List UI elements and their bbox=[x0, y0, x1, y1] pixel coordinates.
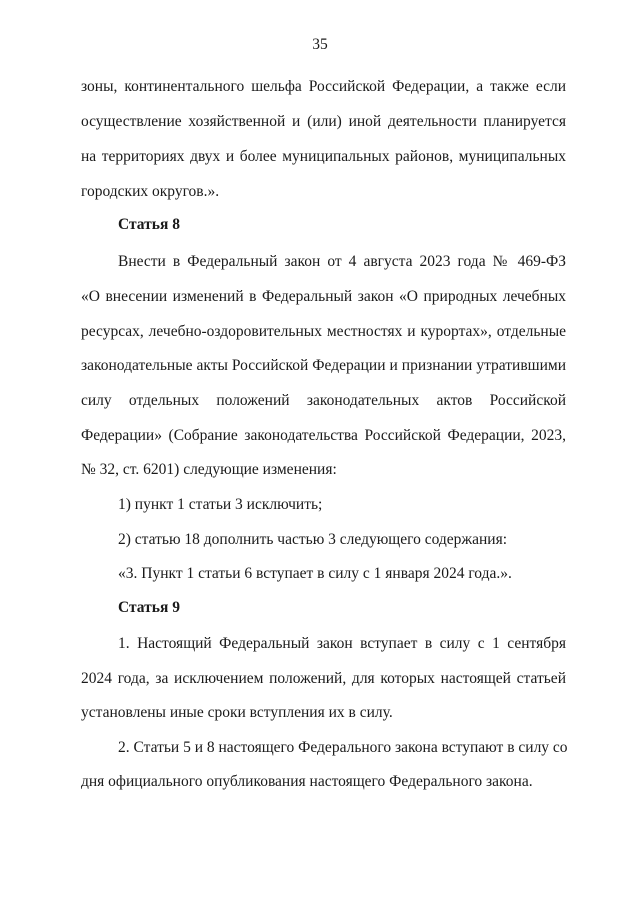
paragraph-line: осуществление хозяйственной и (или) иной деятельности планируется bbox=[81, 113, 566, 130]
paragraph-line: установлены иные сроки вступления их в силу. bbox=[81, 704, 393, 721]
paragraph-line: 2. Статьи 5 и 8 настоящего Федерального закона вступают в силу со bbox=[118, 739, 568, 756]
paragraph-line: № 32, ст. 6201) следующие изменения: bbox=[81, 461, 337, 478]
paragraph-line: Федерации» (Собрание законодательства Российской Федерации, 2023, bbox=[81, 427, 566, 444]
article-9-heading: Статья 9 bbox=[118, 599, 180, 616]
paragraph-line: силу отдельных положений законодательных актов Российской bbox=[81, 392, 566, 409]
list-item: «3. Пункт 1 статьи 6 вступает в силу с 1 января 2024 года.». bbox=[118, 565, 512, 582]
paragraph-line: на территориях двух и более муниципальных районов, муниципальных bbox=[81, 148, 566, 165]
list-item: 2) статью 18 дополнить частью 3 следующего содержания: bbox=[118, 531, 508, 548]
paragraph-line: зоны, континентального шельфа Российской Федерации, а также если bbox=[81, 78, 566, 95]
paragraph-line: законодательные акты Российской Федерации и признании утратившими bbox=[81, 357, 566, 374]
article-8-heading: Статья 8 bbox=[118, 216, 180, 233]
list-item: 1) пункт 1 статьи 3 исключить; bbox=[118, 496, 323, 513]
paragraph-line: городских округов.». bbox=[81, 183, 220, 200]
paragraph-line: Внести в Федеральный закон от 4 августа 2023 года № 469-ФЗ bbox=[118, 253, 566, 270]
paragraph-line: ресурсах, лечебно-оздоровительных местностях и курортах», отдельные bbox=[81, 323, 566, 340]
paragraph-line: 2024 года, за исключением положений, для которых настоящей статьей bbox=[81, 670, 566, 687]
paragraph-line: 1. Настоящий Федеральный закон вступает в силу с 1 сентября bbox=[118, 635, 566, 652]
paragraph-line: «О внесении изменений в Федеральный закон «О природных лечебных bbox=[81, 288, 566, 305]
page-number: 35 bbox=[312, 36, 328, 53]
paragraph-line: дня официального опубликования настоящего Федерального закона. bbox=[81, 773, 533, 790]
